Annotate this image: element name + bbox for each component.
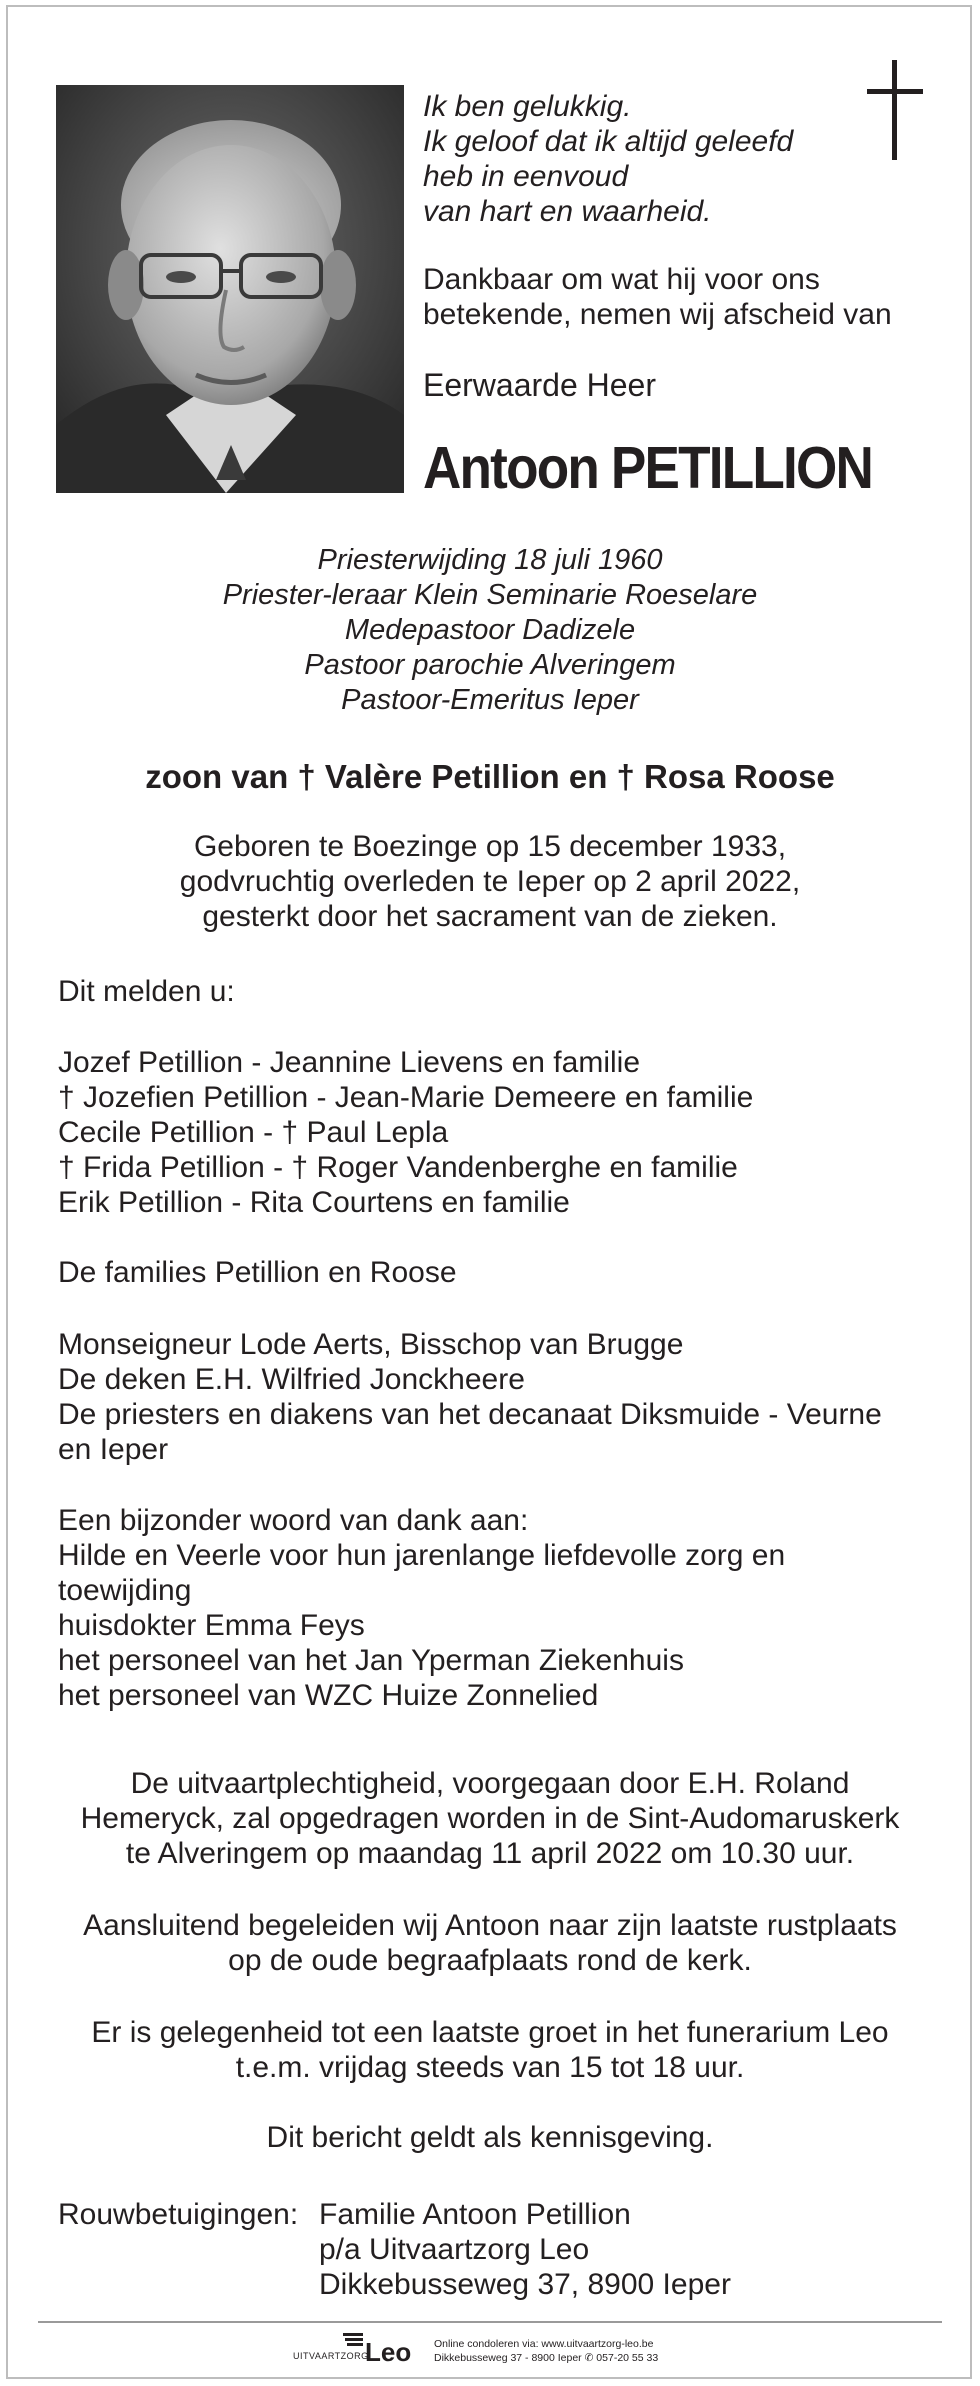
- condolences-line: p/a Uitvaartzorg Leo: [319, 2233, 590, 2266]
- family-item: Jozef Petillion - Jeannine Lievens en familie: [58, 1046, 640, 1079]
- burial-line: op de oude begraafplaats rond de kerk.: [228, 1944, 752, 1977]
- condolences-line: Dikkebusseweg 37, 8900 Ieper: [319, 2268, 731, 2301]
- clergy-item: Monseigneur Lode Aerts, Bisschop van Brugge: [58, 1328, 684, 1361]
- logo-big-text: Leo: [365, 2337, 412, 2367]
- gratitude-item: het personeel van WZC Huize Zonnelied: [58, 1679, 599, 1712]
- clergy-item: De priesters en diakens van het decanaat Diksmuide - Veurne: [58, 1398, 882, 1431]
- footer-divider: [38, 2321, 942, 2323]
- birth-line: godvruchtig overleden te Ieper op 2 april 2022,: [179, 865, 801, 898]
- poem-line: van hart en waarheid.: [423, 195, 712, 228]
- footer-website-line[interactable]: Online condoleren via: www.uitvaartzorg-leo.be: [434, 2338, 654, 2350]
- family-item: † Frida Petillion - † Roger Vandenberghe en familie: [58, 1151, 738, 1184]
- career-item: Priesterwijding 18 juli 1960: [317, 544, 663, 576]
- announce-intro: Dit melden u:: [58, 975, 235, 1008]
- honorific: Eerwaarde Heer: [423, 367, 656, 403]
- burial-line: Aansluitend begeleiden wij Antoon naar zijn laatste rustplaats: [83, 1909, 897, 1942]
- family-list: [58, 1045, 938, 1220]
- visit-info: [40, 2015, 940, 2085]
- gratitude-item: Hilde en Veerle voor hun jarenlange liefdevolle zorg en: [58, 1539, 786, 1572]
- logo-mark-icon: [343, 2333, 363, 2347]
- gratitude-item: Een bijzonder woord van dank aan:: [58, 1504, 529, 1537]
- funeral-line: te Alveringem op maandag 11 april 2022 om 10.30 uur.: [125, 1837, 855, 1870]
- funeral-line: De uitvaartplechtigheid, voorgegaan door E.H. Roland: [130, 1767, 850, 1800]
- family-item: Erik Petillion - Rita Courtens en familie: [58, 1186, 570, 1219]
- thanks-line: betekende, nemen wij afscheid van: [423, 298, 892, 331]
- logo-small-text: UITVAARTZORG: [293, 2351, 369, 2361]
- condolences-address: [319, 2197, 731, 2302]
- funeral-line: Hemeryck, zal opgedragen worden in de Sint-Audomaruskerk: [80, 1802, 900, 1835]
- career-list: [60, 543, 920, 718]
- career-item: Pastoor parochie Alveringem: [304, 649, 676, 681]
- birth-line: Geboren te Boezinge op 15 december 1933,: [193, 830, 787, 863]
- condolences-line: Familie Antoon Petillion: [319, 2198, 631, 2231]
- gratitude-item: het personeel van het Jan Yperman Ziekenhuis: [58, 1644, 684, 1677]
- gratitude-item: toewijding: [58, 1574, 192, 1607]
- clergy-item: De deken E.H. Wilfried Jonckheere: [58, 1363, 525, 1396]
- birth-line: gesterkt door het sacrament van de zieken.: [202, 900, 778, 933]
- poem-quote: [423, 89, 863, 229]
- gratitude-list: [58, 1503, 938, 1713]
- visit-line: t.e.m. vrijdag steeds van 15 tot 18 uur.: [235, 2051, 745, 2084]
- career-item: Medepastoor Dadizele: [344, 614, 636, 646]
- condolences-label: Rouwbetuigingen:: [58, 2198, 299, 2231]
- family-item: † Jozefien Petillion - Jean-Marie Demeere en familie: [58, 1081, 754, 1114]
- thanks-text: [423, 262, 943, 332]
- gratitude-item: huisdokter Emma Feys: [58, 1609, 365, 1642]
- poem-line: Ik geloof dat ik altijd geleefd: [423, 125, 794, 158]
- visit-line: Er is gelegenheid tot een laatste groet in het funerarium Leo: [91, 2016, 889, 2049]
- deceased-name: Antoon PETILLION: [423, 435, 873, 501]
- families-line: De families Petillion en Roose: [58, 1256, 457, 1289]
- footer-address-line: Dikkebusseweg 37 - 8900 Ieper ✆ 057-20 55 33: [434, 2352, 659, 2364]
- portrait-image: [56, 85, 404, 493]
- notice-line: Dit bericht geldt als kennisgeving.: [266, 2121, 714, 2154]
- clergy-list: [58, 1327, 938, 1467]
- cross-icon: [865, 60, 925, 160]
- poem-line: heb in eenvoud: [423, 160, 629, 193]
- parents-line: zoon van † Valère Petillion en † Rosa Roose: [145, 758, 835, 795]
- birth-death-info: [40, 829, 940, 934]
- funeral-info: [40, 1766, 940, 1871]
- footer-contact: [434, 2337, 658, 2365]
- thanks-line: Dankbaar om wat hij voor ons: [423, 263, 820, 296]
- family-item: Cecile Petillion - † Paul Lepla: [58, 1116, 449, 1149]
- funeral-home-logo: [293, 2333, 418, 2365]
- portrait-photo: [56, 85, 404, 493]
- burial-info: [40, 1908, 940, 1978]
- poem-line: Ik ben gelukkig.: [423, 90, 632, 123]
- career-item: Priester-leraar Klein Seminarie Roeselare: [222, 579, 758, 611]
- career-item: Pastoor-Emeritus Ieper: [341, 684, 639, 716]
- clergy-item: en Ieper: [58, 1433, 169, 1466]
